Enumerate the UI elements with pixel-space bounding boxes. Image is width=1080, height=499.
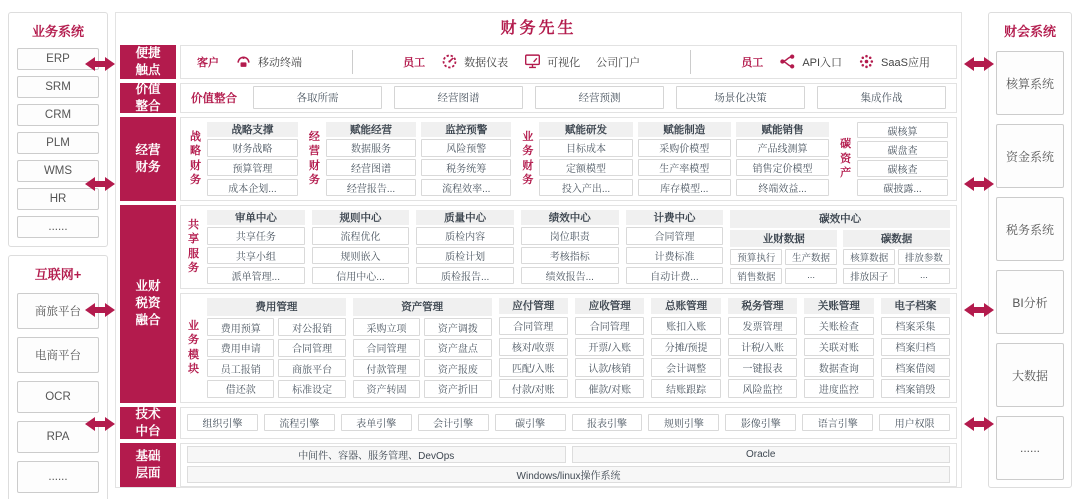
engine-box: 会计引擎: [418, 414, 489, 431]
audience-label: 客户: [197, 56, 219, 69]
item-box: 资产报废: [424, 359, 491, 377]
item-box: 档案采集: [881, 317, 950, 335]
item-box: 匹配/入账: [499, 358, 568, 376]
touchpoint-label: 移动终端: [258, 56, 302, 69]
column-header: 赋能经营: [326, 122, 416, 137]
audience-label: 员工: [741, 56, 764, 69]
item-box: 进度监控: [804, 379, 873, 397]
value-box: 经营预测: [535, 86, 664, 109]
group-label-strategic-finance: 战略财务: [190, 131, 201, 187]
item-box: 核算数据: [843, 249, 895, 265]
item-box: 标准设定: [278, 380, 345, 398]
item-box: 关联对账: [804, 338, 873, 356]
sub-column-header: 业财数据: [730, 230, 837, 247]
column-header: 计费中心: [626, 210, 724, 225]
value-box: 各取所需: [253, 86, 382, 109]
column-header: 质量中心: [416, 210, 514, 225]
column-header: 资产管理: [353, 298, 492, 316]
system-item: ERP: [17, 48, 99, 70]
column-header: 应付管理: [499, 298, 568, 314]
system-item: PLM: [17, 132, 99, 154]
column-header: 赋能销售: [736, 122, 829, 137]
value-box: 场景化决策: [676, 86, 805, 109]
column-header: 审单中心: [207, 210, 305, 225]
item-box: 销售定价模型: [736, 159, 829, 176]
system-item: 电商平台: [17, 337, 99, 373]
item-box: 派单管理...: [207, 267, 305, 284]
item-box: 发票管理: [728, 317, 797, 335]
item-box: 预算管理: [207, 159, 298, 176]
item-box: 催款/对账: [575, 379, 644, 397]
item-box: 岗位职责: [521, 227, 619, 244]
item-box: 规则嵌入: [312, 247, 410, 264]
item-box: 员工报销: [207, 359, 274, 377]
item-box: 风险监控: [728, 379, 797, 397]
tech-engines-bar: [180, 407, 957, 439]
system-item: 税务系统: [996, 197, 1064, 261]
item-box: 考核指标: [521, 247, 619, 264]
row-label-operating-finance: 经营财务: [120, 117, 176, 201]
item-box: 质检计划: [416, 247, 514, 264]
sub-column-header: 碳数据: [843, 230, 950, 247]
row-label-base-layer: 基础层面: [120, 443, 176, 487]
item-box: 生产数据: [785, 249, 837, 265]
double-arrow-icon: [85, 57, 115, 71]
item-box: 定额模型: [539, 159, 632, 176]
column-header: 赋能制造: [638, 122, 731, 137]
item-box: 会计调整: [651, 358, 720, 376]
item-box: 计费标准: [626, 247, 724, 264]
double-arrow-icon: [85, 303, 115, 317]
antenna-icon: [235, 53, 252, 70]
item-box: 流程效率...: [421, 179, 511, 196]
item-box: 档案归档: [881, 338, 950, 356]
item-box: 库存模型...: [638, 179, 731, 196]
divider: [352, 50, 353, 74]
item-box: ...: [785, 268, 837, 284]
system-item: HR: [17, 188, 99, 210]
item-box: 资产调拨: [424, 318, 491, 336]
group-label-shared-services: 共享服务: [188, 219, 199, 275]
group-label-business-modules: 业务模块: [188, 320, 199, 376]
column-header: 监控预警: [421, 122, 511, 137]
column-header: 规则中心: [312, 210, 410, 225]
panel-group-business: [8, 12, 108, 247]
touchpoint-label: 可视化: [547, 56, 581, 69]
infra-box: 中间件、容器、服务管理、DevOps: [187, 446, 566, 463]
engine-box: 组织引擎: [187, 414, 258, 431]
item-box: 分摊/预提: [651, 338, 720, 356]
item-box: 碳核查: [857, 160, 948, 177]
item-box: 合同管理: [499, 317, 568, 335]
base-layer-bar: [180, 443, 957, 487]
item-box: 排放参数: [898, 249, 950, 265]
value-lead-label: 价值整合: [191, 92, 237, 105]
operating-finance-bar: [180, 117, 957, 201]
system-item: 核算系统: [996, 51, 1064, 115]
item-box: 财务战略: [207, 139, 298, 156]
engine-box: 流程引擎: [264, 414, 335, 431]
item-box: 合同管理: [575, 317, 644, 335]
item-box: 一键报表: [728, 358, 797, 376]
item-box: 资产折旧: [424, 380, 491, 398]
column-header: 费用管理: [207, 298, 346, 316]
value-bar: [180, 83, 957, 113]
panel-group-title: 财会系统: [1003, 24, 1056, 39]
row-label-tech-platform: 技术中台: [120, 407, 176, 439]
item-box: 终端效益...: [736, 179, 829, 196]
item-box: 核对/收票: [499, 338, 568, 356]
main-card: [115, 12, 962, 488]
item-box: 采购立项: [353, 318, 420, 336]
item-box: 数据服务: [326, 139, 416, 156]
item-box: 预算执行: [730, 249, 782, 265]
engine-box: 碳引擎: [495, 414, 566, 431]
item-box: 合同管理: [626, 227, 724, 244]
item-box: 销售数据: [730, 268, 782, 284]
engine-box: 规则引擎: [648, 414, 719, 431]
item-box: 目标成本: [539, 139, 632, 156]
item-box: 对公报销: [278, 318, 345, 336]
gauge-icon: [441, 53, 458, 70]
item-box: 流程优化: [312, 227, 410, 244]
column-header: 赋能研发: [539, 122, 632, 137]
item-box: 合同管理: [278, 339, 345, 357]
shared-services-panel: [180, 205, 957, 289]
engine-box: 表单引擎: [341, 414, 412, 431]
item-box: 计税/入账: [728, 338, 797, 356]
system-item: 商旅平台: [17, 293, 99, 329]
touchpoint-label: API入口: [802, 56, 843, 69]
column-header: 税务管理: [728, 298, 797, 314]
item-box: 资产盘点: [424, 339, 491, 357]
item-box: 商旅平台: [278, 359, 345, 377]
item-box: 档案借阅: [881, 358, 950, 376]
item-box: 认款/核销: [575, 358, 644, 376]
panel-group-title: 互联网+: [34, 267, 82, 282]
item-box: 费用申请: [207, 339, 274, 357]
column-header: 应收管理: [575, 298, 644, 314]
engine-box: 报表引擎: [572, 414, 643, 431]
business-modules-panel: [180, 293, 957, 403]
touchpoint-label: 公司门户: [596, 56, 641, 69]
item-box: 生产率模型: [638, 159, 731, 176]
system-item: ......: [17, 216, 99, 238]
system-item: RPA: [17, 421, 99, 453]
item-box: 开票/入账: [575, 338, 644, 356]
item-box: 质检内容: [416, 227, 514, 244]
system-item: OCR: [17, 381, 99, 413]
column-header: 总账管理: [651, 298, 720, 314]
item-box: 资产转固: [353, 380, 420, 398]
item-box: 成本企划...: [207, 179, 298, 196]
system-item: 大数据: [996, 343, 1064, 407]
item-box: 产品线测算: [736, 139, 829, 156]
infra-box: Oracle: [572, 446, 951, 463]
panel-group-title: 业务系统: [31, 24, 84, 39]
item-box: 风险预警: [421, 139, 511, 156]
value-box: 经营图谱: [394, 86, 523, 109]
item-box: 经营报告...: [326, 179, 416, 196]
item-box: 信用中心...: [312, 267, 410, 284]
group-label-business-finance: 业务财务: [522, 131, 534, 187]
divider: [690, 50, 691, 74]
column-header: 关账管理: [804, 298, 873, 314]
group-label-carbon-assets: 碳资产: [840, 138, 852, 179]
item-box: 档案销毁: [881, 379, 950, 397]
column-header: 绩效中心: [521, 210, 619, 225]
finance-systems-panel: [988, 12, 1072, 488]
touchpoints-bar: [180, 45, 957, 79]
engine-box: 用户权限: [879, 414, 950, 431]
item-box: 付款/对账: [499, 379, 568, 397]
item-box: 共享任务: [207, 227, 305, 244]
item-box: ...: [898, 268, 950, 284]
monitor-icon: [524, 53, 541, 70]
system-item: SRM: [17, 76, 99, 98]
dot-burst-icon: [858, 53, 875, 70]
item-box: 排放因子: [843, 268, 895, 284]
item-box: 关账检查: [804, 317, 873, 335]
item-box: 经营图谱: [326, 159, 416, 176]
value-box: 集成作战: [817, 86, 946, 109]
item-box: 采购价模型: [638, 139, 731, 156]
system-item: WMS: [17, 160, 99, 182]
system-item: CRM: [17, 104, 99, 126]
double-arrow-icon: [964, 303, 994, 317]
column-header: 战略支撑: [207, 122, 298, 137]
touchpoint-label: 数据仪表: [464, 56, 509, 69]
row-label-value: 价值整合: [120, 83, 176, 113]
item-box: 碳披露...: [857, 179, 948, 196]
item-box: 合同管理: [353, 339, 420, 357]
system-item: BI分析: [996, 270, 1064, 334]
column-header: 碳效中心: [730, 210, 950, 228]
double-arrow-icon: [964, 417, 994, 431]
double-arrow-icon: [964, 177, 994, 191]
audience-label: 员工: [403, 56, 426, 69]
item-box: 碳盘查: [857, 141, 948, 158]
double-arrow-icon: [85, 177, 115, 191]
system-item: 资金系统: [996, 124, 1064, 188]
row-label-touchpoints: 便捷触点: [120, 45, 176, 79]
double-arrow-icon: [964, 57, 994, 71]
item-box: 数据查询: [804, 358, 873, 376]
infra-box: Windows/linux操作系统: [187, 466, 950, 483]
share-nodes-icon: [779, 53, 796, 70]
item-box: 借还款: [207, 380, 274, 398]
engine-box: 影像引擎: [725, 414, 796, 431]
row-label-fusion: 业财税资融合: [120, 205, 176, 403]
system-item: ......: [17, 461, 99, 493]
item-box: 碳核算: [857, 122, 948, 139]
engine-box: 语言引擎: [802, 414, 873, 431]
item-box: 质检报告...: [416, 267, 514, 284]
double-arrow-icon: [85, 417, 115, 431]
item-box: 自动计费...: [626, 267, 724, 284]
panel-group-internet: [8, 255, 108, 499]
group-label-operating-finance: 经营财务: [308, 131, 320, 187]
item-box: 付款管理: [353, 359, 420, 377]
column-header: 电子档案: [881, 298, 950, 314]
item-box: 费用预算: [207, 318, 274, 336]
item-box: 绩效报告...: [521, 267, 619, 284]
system-item: ......: [996, 416, 1064, 480]
item-box: 结账跟踪: [651, 379, 720, 397]
item-box: 共享小组: [207, 247, 305, 264]
item-box: 账扣入账: [651, 317, 720, 335]
touchpoint-label: SaaS应用: [881, 56, 930, 69]
item-box: 税务统筹: [421, 159, 511, 176]
item-box: 投入产出...: [539, 179, 632, 196]
page-title: 财务先生: [500, 20, 577, 37]
